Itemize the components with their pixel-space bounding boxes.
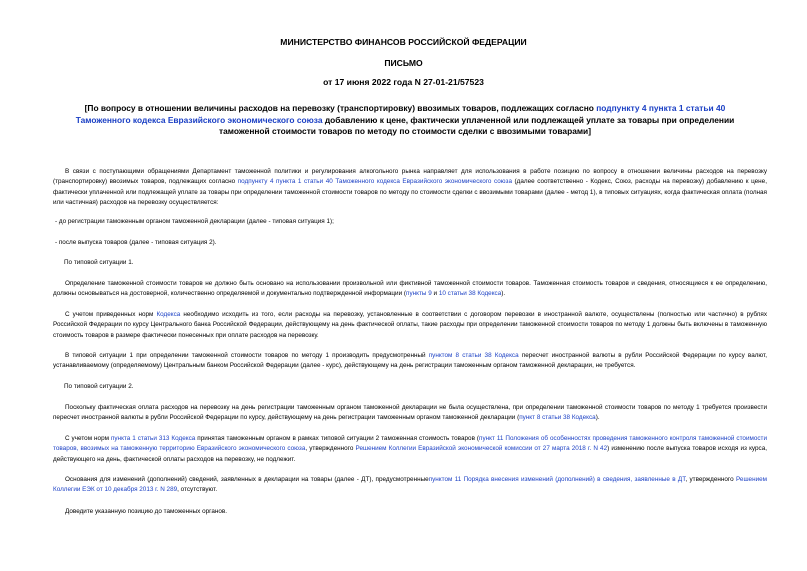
text: , утвержденного: [305, 445, 356, 453]
link-article-38-p10[interactable]: 10 статьи 38 Кодекса: [438, 290, 502, 298]
text: необходимо исходить из того, если расходы на перевозку, установленные в соответствии с договором перевозки в иностранной валюте, осуществлены (полностью или частично) в рублях Российской Федерации по курсу Центрального банка Российской Федерации, действующему на день фактической оплаты, такие расходы при определении таможенной стоимости товаров по методу 1 должны быть включены в таможенную стоимость товаров в размере фактически понесенных при оплате расходов на перевозку.: [53, 311, 767, 339]
section-heading-situation-2: По типовой ситуации 2.: [64, 383, 134, 390]
text: Поскольку фактическая оплата расходов на перевозку на день регистрации таможенным органом таможенной декларации не была осуществлена, при определении таможенной стоимости товаров по методу 1 требуется произвести пересчет иностранной валюты в рубли Российской Федерации по курсу, действующему на день регистрации таможенным органом таможенной декларации (: [53, 404, 767, 422]
text: С учетом норм: [65, 435, 111, 442]
text: В связи с поступающими обращениями Департамент таможенной политики и регулирования алкогольного рынка направляет для использования в работе позицию по вопросу в отношении величины расходов на перевозку (транспортировку) ввозимых товаров, подлежащих согласно: [53, 168, 767, 186]
title-text: [По вопросу в отношении величины расходов на перевозку (транспортировку) ввозимых товаров, подлежащих согласно: [84, 103, 597, 113]
paragraph-article-313: [53, 434, 767, 465]
link-regulation-p11[interactable]: пункт 11 Положения об особенностях проведения таможенного контроля таможенной стоимости товаров, ввозимых на таможенную территорию Евразийского экономического союза: [53, 435, 767, 453]
text: В типовой ситуации 1 при определении таможенной стоимости товаров по методу 1 производить предусмотренный: [65, 352, 429, 359]
text: пересчет иностранной валюты в рубли Российской Федерации по курсу валют, устанавливаемому (определяемому) Центральным банком Российской Федерации (далее - курс), действующему на день регистрации таможенным органом таможенной декларации, не требуется.: [53, 352, 768, 370]
title-text: добавлению к цене, фактически уплаченной или подлежащей уплате за товары при определении таможенной стоимости товаров по методу по стоимости сделки с ввозимыми товарами]: [218, 114, 735, 137]
paragraph-situation-2-payment: [53, 403, 767, 424]
link-article-38-p8[interactable]: пунктом 8 статьи 38 Кодекса: [428, 352, 519, 359]
text: (далее соответственно - Кодекс, Союз, расходы на перевозку) добавлению к цене, фактически уплаченной или подлежащей уплате за товары при определении таможенной стоимости товаров по методу по стоимости сделки с ввозимыми товарами (далее - метод 1), в типовых ситуациях, когда фактическая оплата (полная или частичная) расходов на перевозку осуществляется:: [53, 178, 767, 206]
link-code-article-40[interactable]: подпункту 4 пункта 1 статьи 40 Таможенного кодекса Евразийского экономического союза: [237, 178, 512, 186]
text: ) изменению после выпуска товаров исходя из курса, действующего на день, фактической оплаты расходов на перевозку, не подлежит.: [53, 445, 768, 463]
text: , утвержденного: [685, 476, 736, 483]
link-article-38-p8[interactable]: пункт 8 статьи 38 Кодекса: [519, 414, 596, 422]
text: принятая таможенным органом в рамках типовой ситуации 2 таможенная стоимость товаров (: [195, 435, 480, 442]
link-eec-decision-42[interactable]: Решением Коллегии Евразийской экономической комиссии от 27 марта 2018 г. N 42: [355, 445, 608, 453]
paragraph-determination: [53, 279, 767, 300]
document-type: ПИСЬМО: [384, 58, 423, 68]
link-procedure-p11[interactable]: пунктом 11 Порядка внесения изменений (дополнений) в сведения, заявленные в ДТ: [428, 476, 686, 483]
paragraph-intro: [53, 167, 767, 208]
title-link-code-article-40[interactable]: подпункту 4 пункта 1 статьи 40 Таможенного кодекса Евразийского экономического союза: [75, 103, 726, 125]
paragraph-grounds: [53, 475, 767, 496]
paragraph-situation-1-conversion: [53, 351, 767, 372]
text: Определение таможенной стоимости товаров не должно быть основано на использовании произвольной или фиктивной таможенной стоимости товаров. Таможенная стоимость товаров и сведения, относящиеся к ее определению, должны основываться на достоверной, количественно определяемой и документально подтвержденной информации (: [53, 280, 767, 298]
text: и: [431, 290, 439, 298]
text: ).: [501, 290, 506, 298]
text: , отсутствуют.: [177, 486, 218, 494]
document-date-number: от 17 июня 2022 года N 27-01-21/57523: [323, 77, 484, 87]
ministry-heading: МИНИСТЕРСТВО ФИНАНСОВ РОССИЙСКОЙ ФЕДЕРАЦИИ: [280, 37, 527, 47]
link-article-313[interactable]: пункта 1 статьи 313 Кодекса: [110, 435, 196, 442]
text: С учетом приведенных норм: [65, 311, 157, 318]
text: ).: [595, 414, 600, 422]
section-heading-situation-1: По типовой ситуации 1.: [64, 259, 134, 266]
link-code[interactable]: Кодекса: [156, 311, 181, 318]
paragraph-closing: Доведите указанную позицию до таможенных органов.: [65, 508, 228, 515]
link-eec-decision-289[interactable]: Решением Коллегии ЕЭК от 10 декабря 2013 г. N 289: [53, 476, 768, 494]
paragraph-norms: [53, 310, 767, 341]
paragraph-list-item-2: - после выпуска товаров (далее - типовая ситуация 2).: [55, 239, 217, 246]
link-article-38-p9[interactable]: пункты 9: [406, 290, 432, 298]
document-title: [60, 103, 750, 138]
paragraph-list-item-1: - до регистрации таможенным органом таможенной декларации (далее - типовая ситуация 1);: [55, 218, 334, 225]
text: Основания для изменений (дополнений) сведений, заявленных в декларации на товары (далее - ДТ), предусмотренные: [65, 476, 429, 483]
